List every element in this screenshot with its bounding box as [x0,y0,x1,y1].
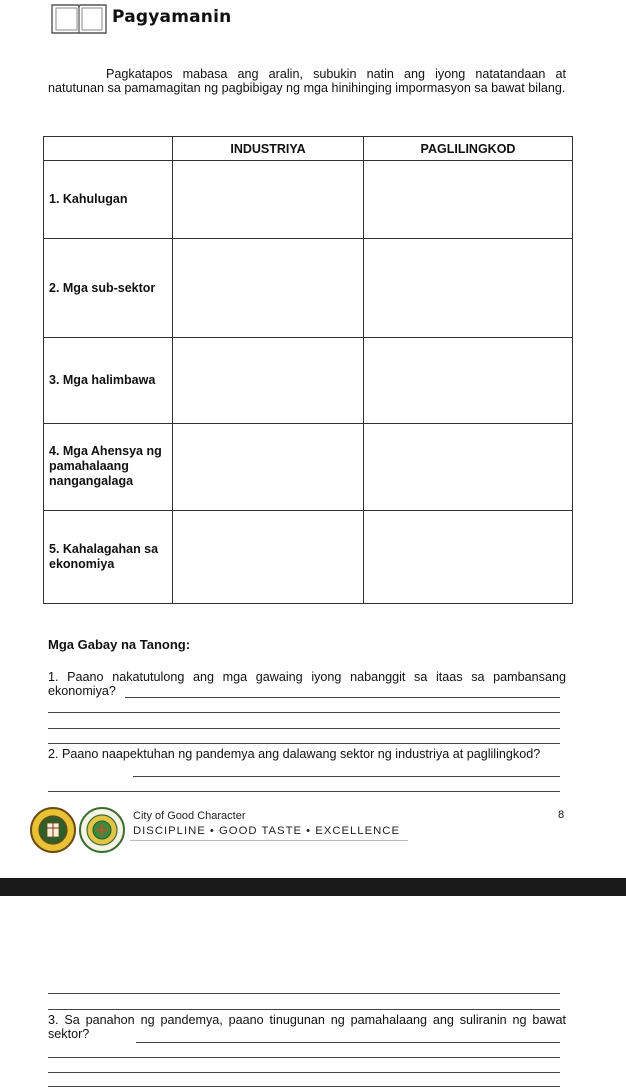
row-label: 3. Mga halimbawa [44,338,173,423]
answer-cell-paglilingkod[interactable] [364,510,573,603]
answer-line[interactable] [48,1086,560,1087]
answer-cell-industriya[interactable] [173,423,364,510]
answer-line[interactable] [48,1009,560,1010]
answer-line[interactable] [48,791,560,792]
answer-cell-paglilingkod[interactable] [364,423,573,510]
answer-cell-paglilingkod[interactable] [364,338,573,423]
answer-cell-industriya[interactable] [173,338,364,423]
guide-title: Mga Gabay na Tanong: [48,637,191,652]
question-1: 1. Paano nakatutulong ang mga gawaing iyong nabanggit sa itaas sa pambansang ekonomiya? [48,670,566,698]
answer-line[interactable] [48,728,560,729]
table-header-paglilingkod: PAGLILINGKOD [364,137,573,161]
table-header-row [44,137,573,161]
answer-cell-industriya[interactable] [173,161,364,239]
answer-line[interactable] [48,712,560,713]
page-number: 8 [558,809,565,821]
answer-line[interactable] [136,1042,560,1043]
answer-line[interactable] [48,993,560,994]
answer-line[interactable] [125,697,560,698]
intro-paragraph [48,67,566,95]
table-row [44,338,573,423]
answer-cell-industriya[interactable] [173,510,364,603]
row-label: 5. Kahalagahan sa ekonomiya [44,510,173,603]
answer-line[interactable] [48,1057,560,1058]
table-row [44,161,573,239]
intro-text: Pagkatapos mabasa ang aralin, subukin natin ang iyong natatandaan at natutunan sa pamamagitan ng pagbibigay ng mga hinihinging impormasyon sa bawat bilang. [48,67,566,95]
city-seal-logo [28,806,78,854]
answer-line[interactable] [133,776,560,777]
page-break-bar [0,878,626,896]
answer-cell-industriya[interactable] [173,239,364,338]
question-2: 2. Paano naapektuhan ng pandemya ang dalawang sektor ng industriya at paglilingkod? [48,747,541,761]
footer-divider [130,840,408,841]
row-label: 1. Kahulugan [44,161,173,239]
answer-line[interactable] [48,743,560,744]
open-book-icon [50,2,108,34]
answer-cell-paglilingkod[interactable] [364,161,573,239]
answer-line[interactable] [48,1072,560,1073]
sector-table [43,136,573,604]
footer-motto: DISCIPLINE • GOOD TASTE • EXCELLENCE [133,825,400,837]
answer-cell-paglilingkod[interactable] [364,239,573,338]
table-header-corner [44,137,173,161]
table-row [44,510,573,603]
row-label: 2. Mga sub-sektor [44,239,173,338]
division-seal-logo [76,806,128,854]
table-row [44,423,573,510]
question-3: 3. Sa panahon ng pandemya, paano tinugunan ng pamahalaang ang suliranin ng bawat sektor? [48,1013,566,1041]
row-label: 4. Mga Ahensya ng pamahalaang nangangalaga [44,423,173,510]
footer-city: City of Good Character [133,810,246,822]
table-row [44,239,573,338]
section-title: Pagyamanin [112,7,232,27]
table-header-industriya: INDUSTRIYA [173,137,364,161]
